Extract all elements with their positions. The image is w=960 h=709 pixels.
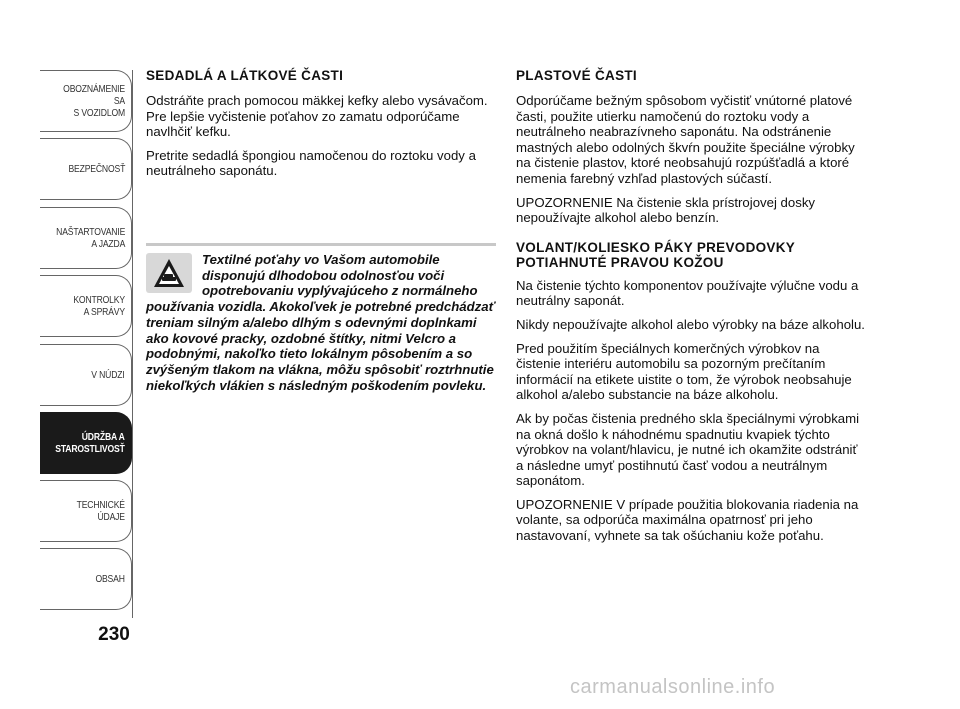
tab-kontrolky[interactable]: KONTROLKY A SPRÁVY (40, 275, 132, 337)
paragraph: Odporúčame bežným spôsobom vyčistiť vnútorné platové časti, použite utierku namočenú do roztoku vody a neutrálneho neabrazívneho saponátu. Na odstránenie mastných alebo odolných škvŕn použite špeciálne výrobky na čistenie plastov, ktoré neobsahujú rozpúšťadlá a ktoré nemenia farebný vzhľad plastových súčastí. (516, 93, 855, 186)
paragraph: UPOZORNENIE V prípade použitia blokovania riadenia na volante, sa odporúča maximálna opatrnosť pri jeho nastavovaní, vyhnete sa tak ošúchaniu kože poťahu. (516, 496, 859, 544)
paragraph: Na čistenie týchto komponentov používajte výlučne vodu a neutrálny saponát. (516, 277, 859, 309)
warning-triangle-icon (146, 253, 192, 293)
left-column (146, 68, 496, 187)
tab-nastartovanie[interactable]: NAŠTARTOVANIE A JAZDA (40, 207, 132, 269)
section-heading-seats: SEDADLÁ A LÁTKOVÉ ČASTI (146, 68, 344, 83)
paragraph: Pred použitím špeciálnych komerčných výrobkov na čistenie interiéru automobilu sa pozorným prečítaním informácií na etikete uistite o tom, že výrobok neobsahuje alkohol a/alebo substancie na báze alkoholu. (516, 340, 852, 403)
section-heading-plastic: PLASTOVÉ ČASTI (516, 68, 637, 83)
tab-technicke-udaje[interactable]: TECHNICKÉ ÚDAJE (40, 480, 132, 542)
right-column (516, 68, 866, 552)
tab-obsah[interactable]: OBSAH (40, 548, 132, 610)
warning-box (146, 252, 496, 393)
page-number: 230 (98, 624, 130, 645)
paragraph: Nikdy nepoužívajte alkohol alebo výrobky na báze alkoholu. (516, 316, 865, 332)
warning-divider (146, 243, 496, 246)
tab-udrzba-active[interactable]: ÚDRŽBA A STAROSTLIVOSŤ (40, 412, 132, 474)
paragraph: Ak by počas čistenia predného skla špeciálnymi výrobkami na okná došlo k náhodnému spadnutiu kvapiek týchto výrobkov na volant/hlavicu, je nutné ich okamžite odstrániť a následne umyť postihnutú časť vodou a neutrálnym saponátom. (516, 410, 860, 489)
section-heading-steering-wheel: VOLANT/KOLIESKO PÁKY PREVODOVKY POTIAHNUTÉ PRAVOU KOŽOU (516, 239, 795, 270)
paragraph: Pretrite sedadlá špongiou namočenou do roztoku vody a neutrálneho saponátu. (146, 147, 476, 179)
watermark: carmanualsonline.info (570, 676, 776, 698)
tab-v-nudzi[interactable]: V NÚDZI (40, 344, 132, 406)
tab-bezpecnost[interactable]: BEZPEČNOSŤ (40, 138, 132, 200)
warning-text: Textilné poťahy vo Vašom automobile disponujú dlhodobou odolnosťou voči opotrebovaniu vyplývajúceho z normálneho používania vozidla. Akokoľvek je potrebné predchádzať treniam silným a/alebo dlhým s odevnými doplnkami ako kovové pracky, ozdobné štítky, nitmi Velcro a podobnými, nakoľko tieto lokálnym pôsobením a so zvýšeným tlakom na vlákna, môžu spôsobiť roztrhnutie niekoľkých vlákien s následným poškodením povleku. (146, 252, 495, 393)
sidebar-divider (132, 70, 133, 618)
paragraph: Odstráňte prach pomocou mäkkej kefky alebo vysávačom. Pre lepšie vyčistenie poťahov zo zamatu odporúčame navlhčiť kefku. (146, 93, 488, 140)
tab-oboznamenie[interactable]: OBOZNÁMENIE SA S VOZIDLOM (40, 70, 132, 132)
paragraph: UPOZORNENIE Na čistenie skla prístrojovej dosky nepoužívajte alkohol alebo benzín. (516, 194, 816, 226)
